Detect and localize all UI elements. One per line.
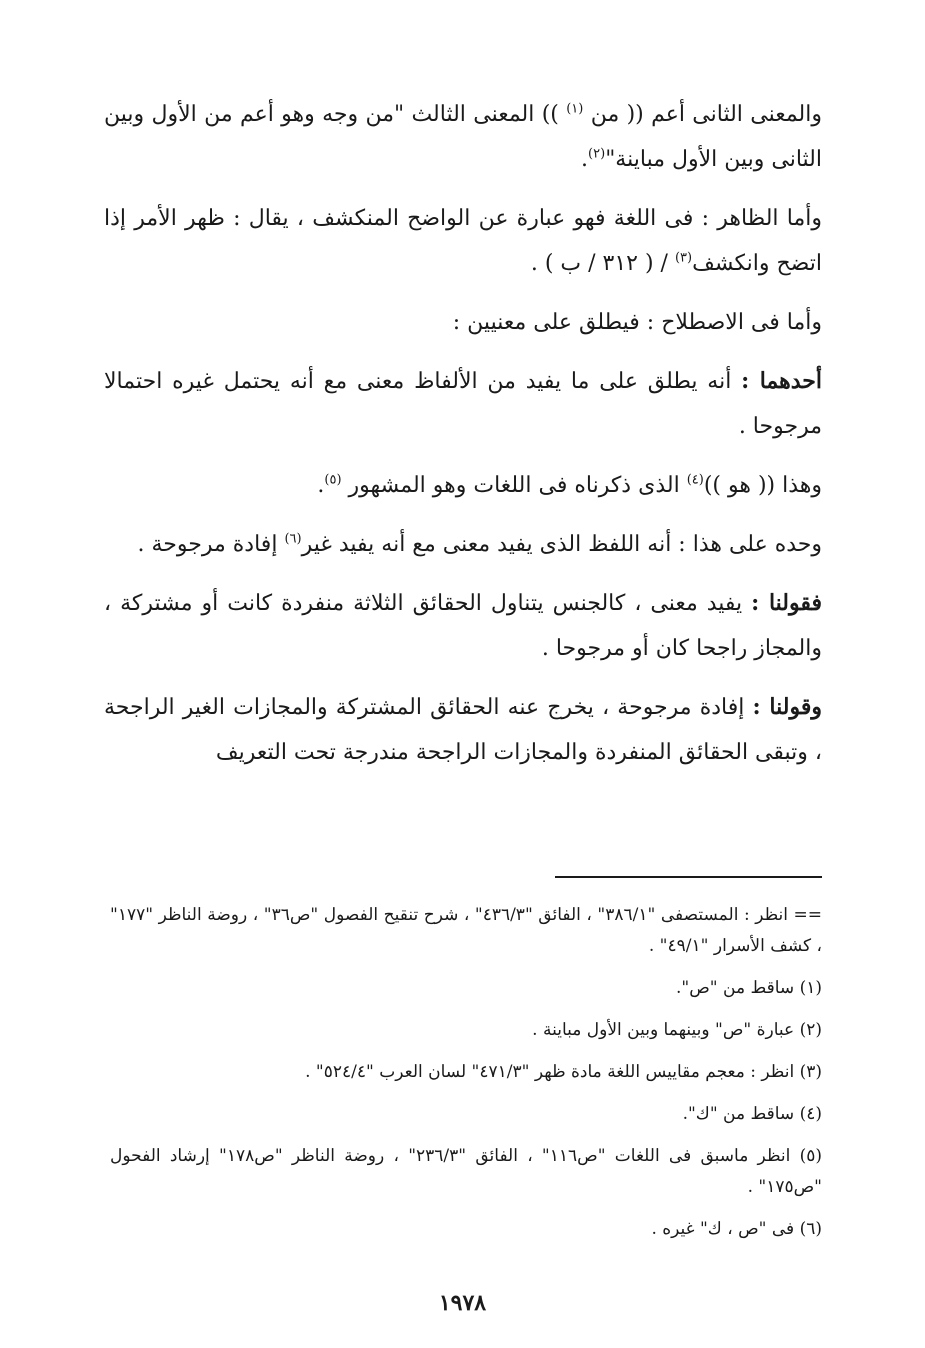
- paragraph-7: [104, 581, 822, 671]
- footnotes: [110, 900, 822, 1256]
- footnote-2: (٢) عبارة "ص" وبينهما وبين الأول مباينة .: [532, 1020, 822, 1040]
- paragraph-2: [104, 196, 822, 286]
- footnote-5: (٥) انظر ماسبق فى اللغات "ص١١٦" ، الفائق "٢٣٦/٣" ، روضة الناظر "ص١٧٨" إرشاد الفحول "ص١٧٥" .: [110, 1146, 822, 1197]
- footnote-divider: [555, 876, 822, 878]
- page-number: ١٩٧٨: [438, 1290, 487, 1316]
- footnote-continued: == انظر : المستصفى "٣٨٦/١" ، الفائق "٤٣٦/٣" ، شرح تنقيح الفصول "ص٣٦" ، روضة الناظر "١٧٧" ، كشف الأسرار "٤٩/١" .: [110, 905, 822, 956]
- footnote-ref: (٦): [284, 531, 302, 547]
- paragraph-1: [104, 92, 822, 182]
- footnote-ref: (١): [566, 101, 584, 117]
- paragraph-lead: أحدهما :: [741, 368, 822, 394]
- footnote-6: (٦) فى "ص ، ك" غيره .: [651, 1219, 822, 1239]
- paragraph-text: يفيد معنى ، كالجنس يتناول الحقائق الثلاثة منفردة كانت أو مشتركة ، والمجاز راجحا كان أو مرجوحا .: [104, 591, 822, 661]
- paragraph-5: [104, 463, 822, 508]
- footnote-4: (٤) ساقط من "ك".: [682, 1104, 822, 1124]
- paragraph-text: / ( ٣١٢ / ب ) .: [530, 251, 675, 276]
- paragraph-text: وأما فى الاصطلاح : فيطلق على معنيين :: [452, 310, 822, 335]
- paragraph-text: )) المعنى الثالث "من وجه وهو أعم من الأول وبين الثانى وبين الأول مباينة": [104, 102, 822, 172]
- paragraph-4: [104, 359, 822, 449]
- footnote-ref: (٤): [686, 472, 704, 488]
- paragraph-lead: فقولنا :: [751, 590, 822, 616]
- paragraph-3: [104, 300, 822, 345]
- paragraph-text: .: [317, 473, 325, 498]
- paragraph-text: إفادة مرجوحة .: [137, 532, 285, 557]
- paragraph-text: أنه يطلق على ما يفيد من الألفاظ معنى مع أنه يحتمل غيره احتمالا مرجوحا .: [104, 369, 822, 439]
- main-text: [104, 92, 822, 789]
- paragraph-text: .: [581, 147, 589, 172]
- paragraph-text: وهذا (( هو )): [703, 473, 822, 498]
- paragraph-6: [104, 522, 822, 567]
- paragraph-text: وحده على هذا : أنه اللفظ الذى يفيد معنى مع أنه يفيد غير: [301, 532, 822, 557]
- footnote-3: (٣) انظر : معجم مقاييس اللغة مادة ظهر "٤٧١/٣" لسان العرب "٥٢٤/٤" .: [305, 1062, 822, 1082]
- footnote-ref: (٢): [588, 146, 606, 162]
- paragraph-text: إفادة مرجوحة ، يخرج عنه الحقائق المشتركة والمجازات الغير الراجحة ، وتبقى الحقائق المنفردة والمجازات الراجحة مندرجة تحت التعريف: [104, 695, 822, 765]
- paragraph-text: وأما الظاهر : فى اللغة فهو عبارة عن الواضح المنكشف ، يقال : ظهر الأمر إذا اتضح وانكشف: [104, 206, 822, 276]
- footnote-ref: (٥): [324, 472, 342, 488]
- paragraph-lead: وقولنا :: [752, 694, 822, 720]
- paragraph-8: [104, 685, 822, 775]
- paragraph-text: والمعنى الثانى أعم (( من: [583, 102, 822, 127]
- footnote-1: (١) ساقط من "ص".: [676, 978, 822, 998]
- paragraph-text: الذى ذكرناه فى اللغات وهو المشهور: [341, 473, 687, 498]
- footnote-ref: (٣): [674, 250, 693, 266]
